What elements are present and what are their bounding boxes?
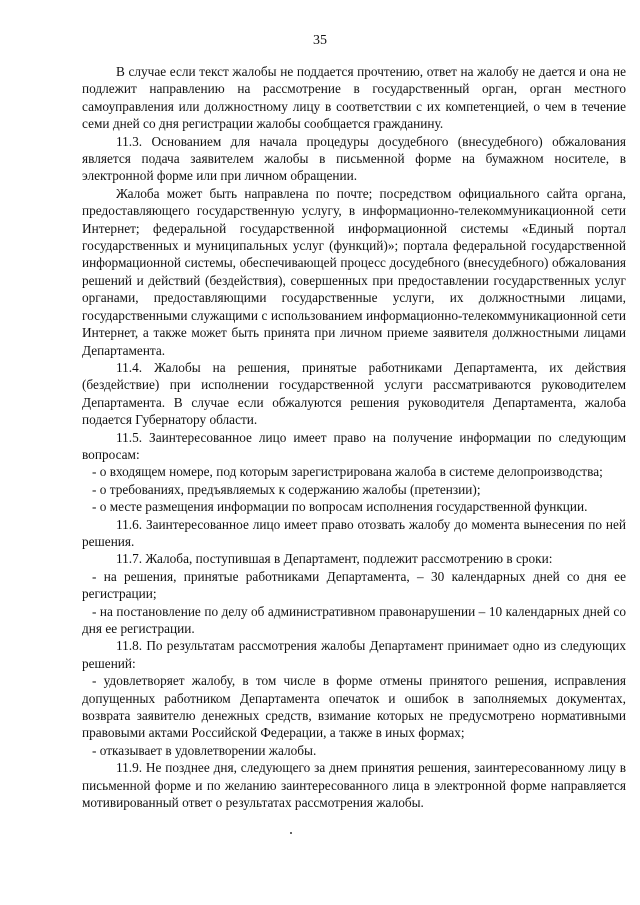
list-item-30-days: - на решения, принятые работниками Департамента, – 30 календарных дней со дня ее регистрации; (82, 568, 626, 602)
scan-speck (290, 832, 292, 834)
document-body (82, 63, 626, 811)
paragraph-11-3: 11.3. Основанием для начала процедуры досудебного (внесудебного) обжалования является подача заявителем жалобы в письменной форме на бумажном носителе, в электронной форме или при личном обращении. (82, 133, 626, 184)
list-item-requirements: - о требованиях, предъявляемых к содержанию жалобы (претензии); (92, 481, 481, 497)
paragraph-11-9: 11.9. Не позднее дня, следующего за днем принятия решения, заинтересованному лицу в письменной форме и по желанию заинтересованного лица в электронной форме направляется мотивированный ответ о результатах рассмотрения жалобы. (82, 760, 626, 811)
paragraph-11-4: 11.4. Жалобы на решения, принятые работниками Департамента, их действия (бездействие) при исполнении государственной услуги рассматриваются руководителем Департамента. В случае если обжалуются решения руководителя Департамента, жалоба подается Губернатору области. (82, 359, 626, 428)
paragraph-11-7: 11.7. Жалоба, поступившая в Департамент, подлежит рассмотрению в сроки: (116, 551, 553, 567)
paragraph-11-8: 11.8. По результатам рассмотрения жалобы Департамент принимает одно из следующих решений: (82, 638, 626, 671)
paragraph-11-5: 11.5. Заинтересованное лицо имеет право на получение информации по следующим вопросам: (82, 429, 626, 462)
page-number: 35 (313, 33, 327, 48)
paragraph-complaint-channels: Жалоба может быть направлена по почте; посредством официального сайта органа, предоставляющего государственную услугу, в информационно-телекоммуникационной сети Интернет; федеральной государственной информационной системы «Единый портал государственных и муниципальных услуг (функций)»; портала федеральной государственной информационной системы, обеспечивающей процесс досудебного (внесудебного) обжалования решений и действий (бездействия), совершенных при предоставлении государственных услуг органами, предоставляющими государственные услуги, их должностными лицами, государственными служащими с использованием информационно-телекоммуникационной сети Интернет, а также может быть принята при личном приеме заявителя должностными лицами Департамента. (82, 185, 626, 358)
list-item-10-days: - на постановление по делу об административном правонарушении – 10 календарных дней со дня ее регистрации. (82, 603, 626, 636)
list-item-refuse: - отказывает в удовлетворении жалобы. (92, 742, 317, 758)
paragraph-unreadable-complaint: В случае если текст жалобы не поддается прочтению, ответ на жалобу не дается и она не подлежит направлению на рассмотрение в государственный орган, орган местного самоуправления или должностному лицу в соответствии с их компетенцией, о чем в течение семи дней со дня регистрации жалобы сообщается гражданину. (82, 64, 626, 132)
list-item-info-location: - о месте размещения информации по вопросам исполнения государственной функции. (92, 499, 588, 515)
paragraph-11-6: 11.6. Заинтересованное лицо имеет право отозвать жалобу до момента вынесения по ней решения. (82, 516, 626, 549)
list-item-incoming-number: - о входящем номере, под которым зарегистрирована жалоба в системе делопроизводства; (92, 464, 603, 480)
list-item-satisfy: - удовлетворяет жалобу, в том числе в форме отмены принятого решения, исправления допущенных работником Департамента опечаток и ошибок в заполняемых документах, возврата заявителю денежных средств, взимание которых не предусмотрено нормативными правовыми актами Российской Федерации, а также в иных формах; (82, 673, 626, 741)
